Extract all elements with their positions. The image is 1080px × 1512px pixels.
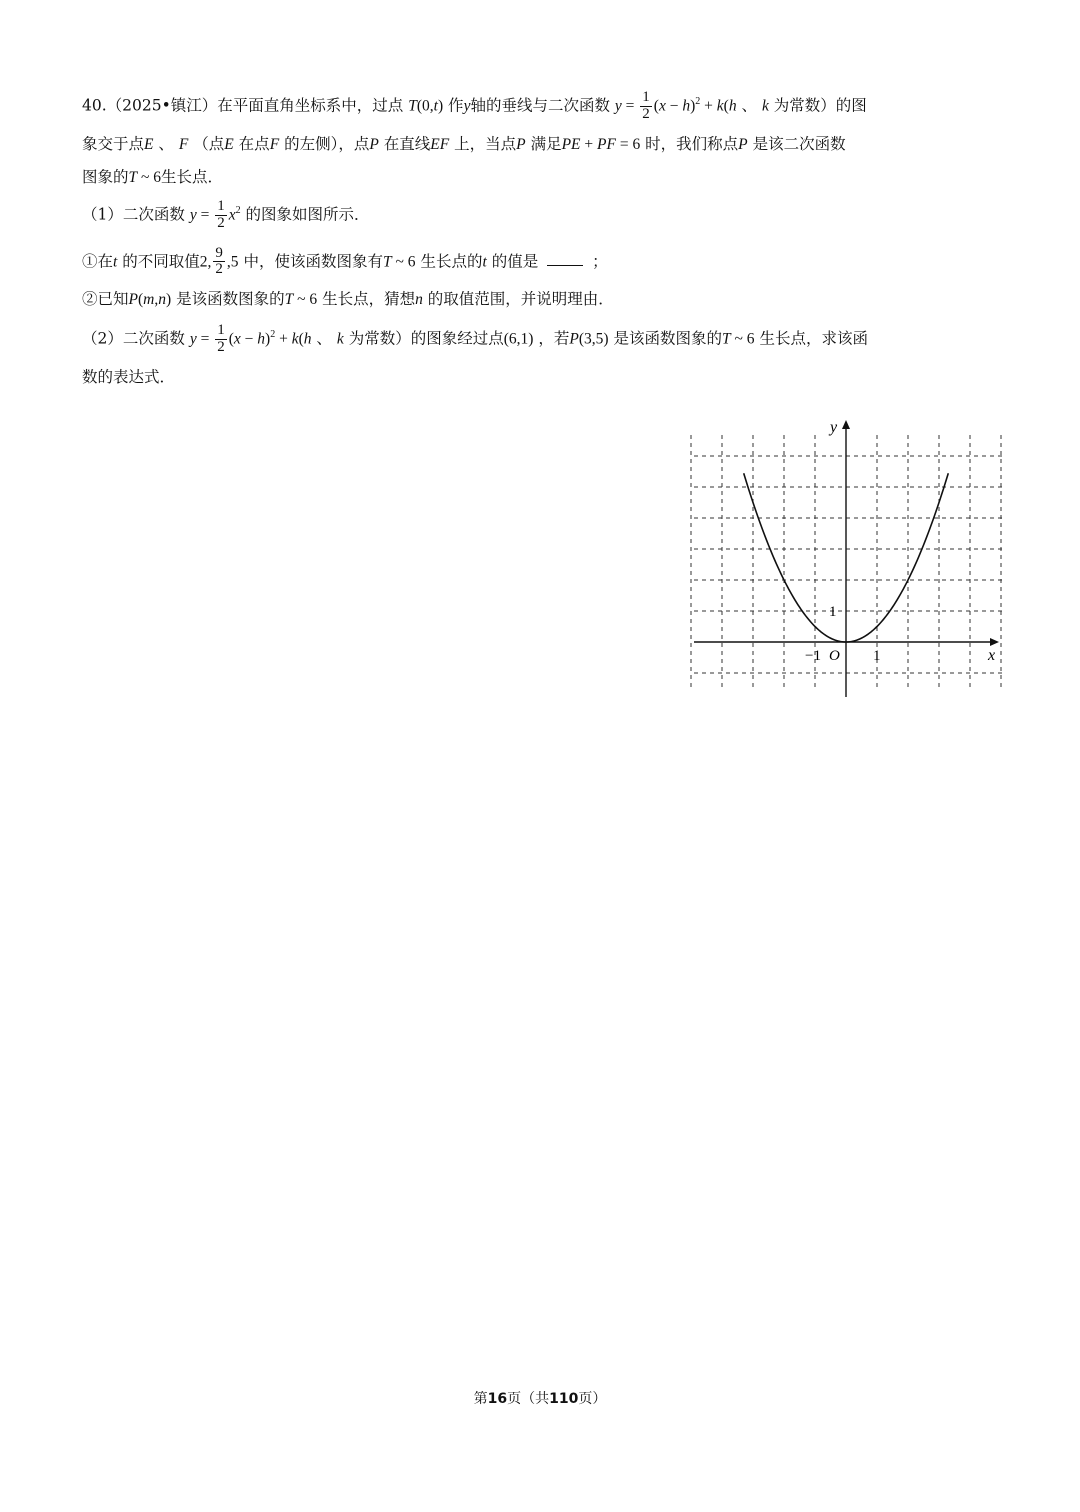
stmt-text: 在直线 [383,134,431,153]
page-footer [0,1388,1080,1408]
q2-text: ②已知 [82,290,129,308]
stmt-text: 图象的 [82,167,129,186]
y-axis-label: y [830,419,838,436]
y-tick-label-one: 1 [829,604,837,620]
origin-label: O [829,648,840,664]
stmt-text: 在点 [238,134,270,153]
q1-text: 中，使该函数图象有 [243,251,383,270]
axes [694,420,999,697]
stmt-text: 满足 [530,134,562,153]
q1-text: ①在 [82,251,114,270]
parabola-graph [690,415,1010,705]
q1-text: ； [592,251,608,270]
footer-text: 页） [578,1391,607,1407]
footer-total-pages: 110 [549,1391,579,1407]
stmt-text: 生长点． [161,167,224,186]
part2-text: 是该函数图象的 [613,329,722,348]
fraction-half: $\frac{1}{2}$ [217,198,225,231]
stmt-text: 的左侧），点 [284,134,370,153]
footer-text: 页（共 [507,1391,550,1407]
q1-text: 生长点的 [420,251,483,270]
problem-statement: 40.（2025•镇江）在平面直角坐标系中，过点 T(0,t) 作y轴的垂线与二次函数 y = $\frac{1}{2}$ $(x - h)^2 + k(h$ 、 k 为常数）的图 象交于点E 、 F （点E 在点F 的左侧），点P 在直线EF 上，当点P 满足PE + PF = 6 时，我们称点P 是该二次函数 图象的T ~ 6生长点． [82,89,867,186]
fraction-nine-halves: $\frac{9}{2}$ [215,244,223,278]
answer-blank[interactable] [547,251,583,266]
stmt-text: 上，当点 [454,134,517,153]
q2-text: 的取值范围，并说明理由． [427,290,614,308]
fraction-half: $\frac{1}{2}$ [642,89,650,122]
stmt-text: 为常数）的图 [773,96,867,115]
stmt-text: 在平面直角坐标系中，过点 [217,96,404,115]
problem-content [82,90,1000,389]
stmt-text: 象交于点 [82,134,145,153]
problem-source: （2025•镇江） [106,96,218,115]
part-2: （2）二次函数 y = $\frac{1}{2}$ $(x - h)^2 + k(h$ 、 k 为常数）的图象经过点(6,1) ，若P(3,5) 是该函数图象的T ~ 6 生长点，求该函 数的表达式． [82,322,868,386]
x-axis-arrow [990,638,999,646]
fraction-half: $\frac{1}{2}$ [217,322,225,355]
q2-text: 生长点，猜想 [322,290,416,308]
stmt-text: 是该二次函数 [752,134,846,153]
part2-text: 数的表达式． [82,367,176,386]
q2-text: 是该函数图象的 [176,290,285,308]
stmt-text: 时，我们称点 [645,134,739,153]
stmt-text: 轴的垂线与二次函数 [470,96,610,115]
part-1: （1）二次函数 y = $\frac{1}{2}$ $x^2$ 的图象如图所示． ①在t 的不同取值2, $\frac{9}{2}$ ,5 中，使该函数图象有T ~ 6 生长点的t 的值是 ； ②已知P(m,n) 是该函数图象的T ~ 6 生长点，猜想n 的取值范围，并说明理由． [82,198,614,308]
x-tick-label-minus-one: −1 [805,648,821,664]
footer-page-number: 16 [487,1391,508,1407]
part2-text: ，若 [538,329,570,348]
q1-text: 的不同取值 [122,251,200,270]
part2-label: （2）二次函数 [82,329,185,348]
part1-label: （1）二次函数 [82,205,185,224]
part2-text: 生长点，求该函 [759,329,868,348]
stmt-text: （点 [193,134,225,153]
x-tick-label-one: 1 [873,648,881,664]
stmt-text: 作 [448,96,464,115]
problem-number: 40. [82,96,107,115]
y-axis-arrow [842,420,850,429]
part2-text: 为常数）的图象经过点 [348,329,504,348]
part1-text: 的图象如图所示． [245,205,370,224]
q1-text: 的值是 [491,251,539,270]
x-axis-label: x [988,647,996,664]
footer-text: 第 [473,1391,488,1407]
